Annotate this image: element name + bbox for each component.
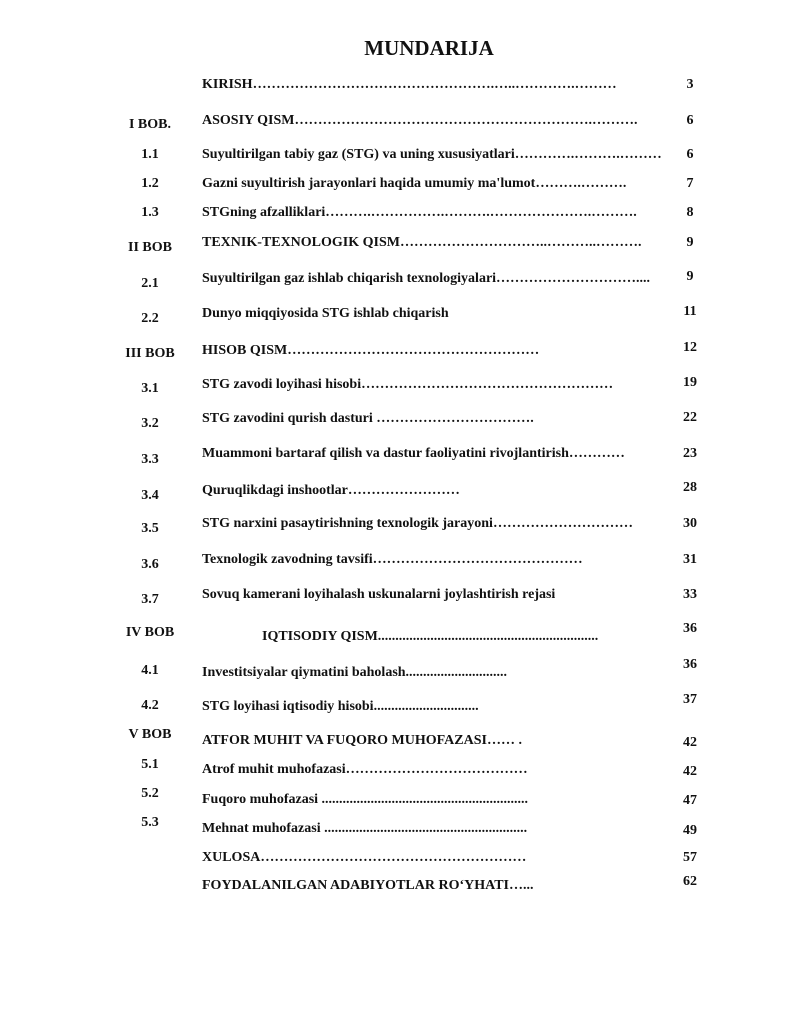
toc-label: Quruqlikdagi inshootlar……………………: [202, 483, 460, 498]
toc-label: Fuqoro muhofazasi ...........................................................: [202, 792, 529, 807]
toc-label: Muammoni bartaraf qilish va dastur faoliyatini rivojlantirish…………: [202, 446, 625, 461]
toc-page-number: 49: [683, 823, 697, 838]
toc-page-number: 28: [683, 480, 697, 495]
toc-number: V BOB: [128, 727, 172, 742]
toc-number: 4.1: [141, 663, 159, 678]
toc-number: 3.3: [141, 452, 159, 467]
toc-page-number: 11: [683, 304, 697, 319]
toc-number: II BOB: [128, 240, 172, 255]
toc-label: Texnologik zavodning tavsifi………………………………………: [202, 552, 583, 567]
toc-page-number: 6: [686, 113, 694, 128]
toc-number: 3.4: [141, 488, 159, 503]
toc-number: 2.2: [141, 311, 159, 326]
toc-label: STG narxini pasaytirishning texnologik jarayoni…………………………: [202, 516, 633, 531]
toc-label: IQTISODIY QISM...............................................................: [262, 629, 599, 644]
page-title: MUNDARIJA: [364, 36, 494, 60]
toc-label: HISOB QISM………………………………………………: [202, 343, 540, 358]
toc-page-number: 22: [683, 410, 697, 425]
toc-entry-4-1[interactable]: [0, 657, 800, 686]
toc-page-number: 3: [686, 77, 694, 92]
toc-label: STG zavodi loyihasi hisobi………………………………………………: [202, 377, 614, 392]
toc-entry-kirish[interactable]: [0, 76, 800, 100]
toc-entry-1-1[interactable]: [0, 146, 800, 170]
toc-page-number: 36: [683, 657, 697, 672]
toc-number: 5.1: [141, 757, 159, 772]
toc-entry-3-7[interactable]: [0, 586, 800, 610]
toc-entry-chapter-4[interactable]: [0, 621, 800, 648]
toc-entry-1-3[interactable]: [0, 204, 800, 228]
toc-label: ASOSIY QISM……………………………………………………….……….: [202, 113, 638, 128]
toc-number: I BOB.: [128, 117, 171, 132]
toc-entry-bibliography[interactable]: [0, 873, 800, 897]
toc-page-number: 37: [683, 692, 697, 707]
toc-entry-5-2[interactable]: [0, 785, 800, 809]
toc-page-number: 7: [686, 176, 694, 191]
toc-label: ATFOR MUHIT VA FUQORO MUHOFAZASI…… .: [202, 733, 522, 748]
toc-number: 1.3: [141, 205, 159, 220]
toc-number: 2.1: [141, 276, 159, 291]
toc-page-number: 31: [683, 552, 697, 567]
toc-number: 3.1: [141, 381, 159, 396]
toc-label: Mehnat muhofazasi ..........................................................: [202, 821, 528, 836]
toc-page-number: 47: [683, 793, 697, 808]
toc-page-number: 42: [683, 764, 697, 779]
toc-entry-4-2[interactable]: [0, 692, 800, 721]
toc-entry-3-4[interactable]: [0, 482, 800, 506]
toc-entry-chapter-5[interactable]: [0, 726, 800, 750]
toc-page-number: 62: [683, 874, 697, 889]
toc-page-number: 57: [683, 850, 697, 865]
toc-number: 3.6: [141, 557, 159, 572]
toc-label: KIRISH…………………………………………….…..………….………: [202, 77, 617, 92]
toc-page-number: 9: [686, 235, 694, 250]
toc-page-number: 6: [686, 147, 694, 162]
toc-number: IV BOB: [125, 625, 175, 640]
toc-label: Sovuq kamerani loyihalash uskunalarni joylashtirish rejasi: [202, 587, 556, 602]
toc-label: Dunyo miqqiyosida STG ishlab chiqarish: [202, 306, 449, 321]
toc-page-number: 23: [683, 446, 697, 461]
toc-page-number: 30: [683, 516, 697, 531]
toc-page-number: 12: [683, 340, 697, 355]
toc-page-number: 33: [683, 587, 697, 602]
toc-label: FOYDALANILGAN ADABIYOTLAR RO‘YHATI…...: [202, 878, 534, 893]
toc-entry-3-3[interactable]: [0, 445, 800, 469]
toc-label: Suyultirilgan tabiy gaz (STG) va uning xususiyatlari………….……….………: [202, 147, 662, 162]
toc-label: STG zavodini qurish dasturi …………………………….: [202, 411, 534, 426]
toc-number: III BOB: [125, 346, 175, 361]
toc-entry-5-3[interactable]: [0, 814, 800, 838]
toc-entry-xulosa[interactable]: [0, 849, 800, 873]
toc-entry-3-1[interactable]: [0, 376, 800, 400]
toc-entry-5-1[interactable]: [0, 756, 800, 780]
toc-number: 5.3: [141, 815, 159, 830]
toc-number: 3.5: [141, 521, 159, 536]
toc-entry-3-5[interactable]: [0, 515, 800, 539]
toc-entry-1-2[interactable]: [0, 175, 800, 199]
toc-label: TEXNIK-TEXNOLOGIK QISM…………………………..………..……….: [202, 235, 642, 250]
toc-number: 4.2: [141, 698, 159, 713]
toc-entry-chapter-1[interactable]: [0, 112, 800, 136]
toc-page-number: 9: [686, 269, 694, 284]
toc-label: Gazni suyultirish jarayonlari haqida umumiy ma'lumot……….……….: [202, 176, 627, 191]
toc-entry-2-2[interactable]: [0, 305, 800, 329]
toc-page-number: 8: [686, 205, 694, 220]
toc-label: Atrof muhit muhofazasi…………………………………: [202, 762, 528, 777]
toc-page-number: 42: [683, 735, 697, 750]
toc-entry-2-1[interactable]: [0, 270, 800, 294]
toc-page-number: 19: [683, 375, 697, 390]
toc-number: 3.2: [141, 416, 159, 431]
toc-number: 3.7: [141, 592, 159, 607]
toc-number: 1.2: [141, 176, 159, 191]
toc-number: 1.1: [141, 147, 159, 162]
toc-entry-3-6[interactable]: [0, 551, 800, 575]
toc-entry-3-2[interactable]: [0, 410, 800, 434]
toc-number: 5.2: [141, 786, 159, 801]
toc-label: STG loyihasi iqtisodiy hisobi..............................: [202, 699, 479, 714]
toc-label: XULOSA…………………………………………………: [202, 850, 527, 865]
toc-entry-chapter-2[interactable]: [0, 234, 800, 258]
toc-entry-chapter-3[interactable]: [0, 342, 800, 366]
toc-label: Suyultirilgan gaz ishlab chiqarish texnologiyalari…………………………....: [202, 271, 651, 286]
toc-label: Investitsiyalar qiymatini baholash.............................: [202, 665, 508, 680]
toc-page-number: 36: [683, 621, 697, 636]
toc-label: STGning afzalliklari……….…………….……….………………….……….: [202, 205, 637, 220]
